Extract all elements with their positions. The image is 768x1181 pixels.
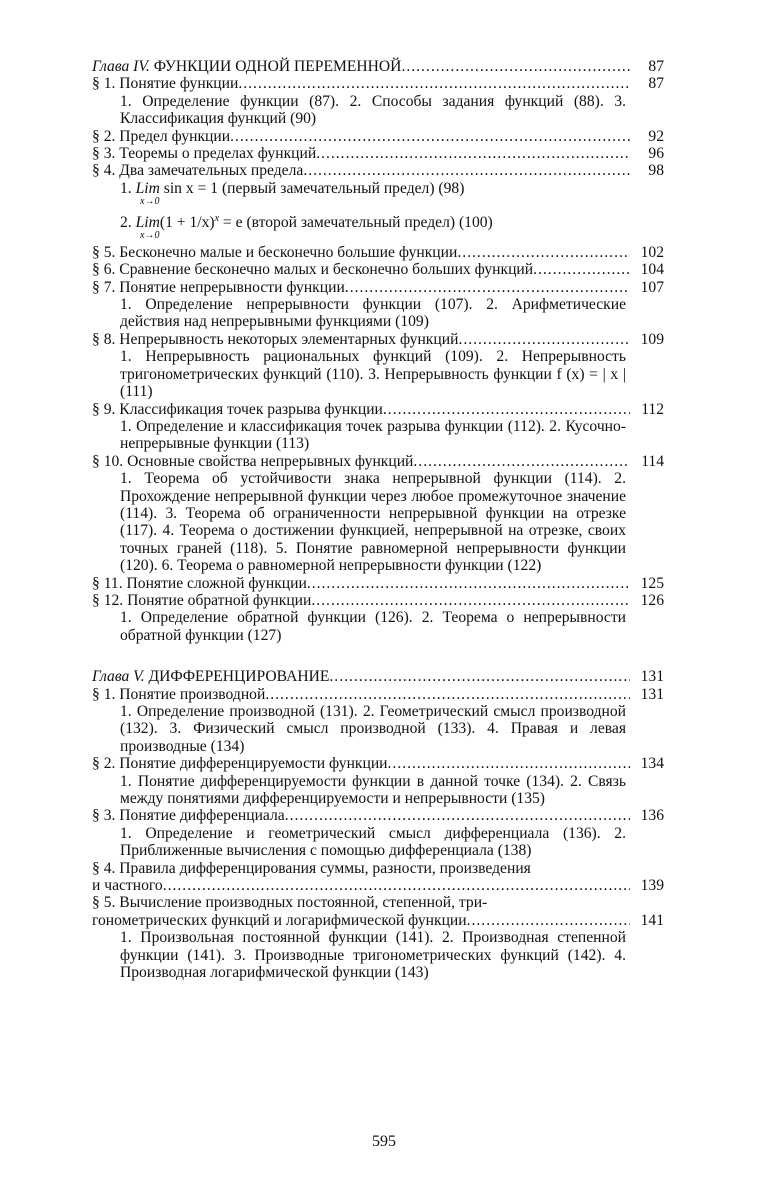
chapter-4-title: ФУНКЦИИ ОДНОЙ ПЕРЕМЕННОЙ: [149, 58, 402, 75]
toc-entry: § 10. Основные свойства непрерывных функций ..... 114: [92, 453, 664, 470]
toc-entry: § 4. Два замечательных предела ..... 98: [92, 162, 664, 179]
toc-entry: § 11. Понятие сложной функции ..... 125: [92, 575, 664, 592]
toc-entry: гонометрических функций и логарифмической функции ..... 141: [92, 912, 664, 929]
formula-second-limit: 2. $Lim(1 + 1/x)^x = e$ (второй замечательный предел) (100) x→0: [120, 212, 493, 241]
toc-entry: § 2. Предел функции ..... 92: [92, 128, 664, 145]
toc-subentries: 1. Определение и геометрический смысл дифференциала (136). 2. Приближенные вычисления с помощью дифференциала (138): [120, 824, 626, 860]
chapter-5-title: ДИФФЕРЕНЦИРОВАНИЕ: [144, 668, 330, 686]
toc-entry: § 1. Понятие функции ..... 87: [92, 75, 664, 92]
page-number: 595: [372, 1133, 396, 1150]
toc-entry: § 8. Непрерывность некоторых элементарных функций ..... 109: [92, 331, 664, 348]
toc-entry: § 3. Понятие дифференциала ..... 136: [92, 807, 664, 824]
chapter-5-page: 131: [640, 668, 664, 686]
chapter-4-heading: [92, 58, 664, 75]
leader-dots: [401, 58, 630, 75]
toc-entry: § 5. Бесконечно малые и бесконечно большие функции ..... 102: [92, 244, 664, 261]
toc-entry: § 3. Теоремы о пределах функций ..... 96: [92, 145, 664, 162]
toc-subentries: 1. Определение функции (87). 2. Способы задания функций (88). 3. Классификация функций (90): [120, 92, 626, 128]
toc-entry: § 6. Сравнение бесконечно малых и бесконечно больших функций ..... 104: [92, 261, 664, 278]
toc-entry: § 12. Понятие обратной функции ..... 126: [92, 592, 664, 609]
table-of-contents: [92, 58, 664, 982]
toc-subentries: 1. Определение обратной функции (126). 2. Теорема о непрерывности обратной функции (127): [120, 609, 626, 644]
toc-entry: и частного ..... 139: [92, 877, 664, 894]
toc-subentries: 1. Непрерывность рациональных функций (109). 2. Непрерывность тригонометрических функций (110). 3. Непрерывность функции f (x) = | x | (111): [120, 348, 626, 401]
toc-entry: § 2. Понятие дифференцируемости функции ..... 134: [92, 755, 664, 772]
chapter-4-prefix: Глава IV.: [92, 58, 150, 75]
toc-subentries: 1. Теорема об устойчивости знака непрерывной функции (114). 2. Прохождение непрерывной функции через любое промежуточное значение (114). 3. Теорема об ограниченности непрерывной функции на отрезке (117). 4. Теорема о достижении функцией, непрерывной на отрезке, своих точных граней (118). 5. Понятие равномерной непрерывности функции (120). 6. Теорема о равномерной непрерывности функции (122): [120, 470, 626, 575]
toc-entry: § 9. Классификация точек разрыва функции ..... 112: [92, 401, 664, 418]
toc-subentries: 1. Определение непрерывности функции (107). 2. Арифметические действия над непрерывными функциями (109): [120, 296, 626, 331]
toc-subentries: 1. Определение производной (131). 2. Геометрический смысл производной (132). 3. Физический смысл производной (133). 4. Правая и левая производные (134): [120, 703, 626, 755]
toc-entry-line1: § 4. Правила дифференцирования суммы, разности, произведения: [92, 859, 531, 877]
chapter-5-heading: [92, 668, 664, 685]
formula-first-limit: 1. Lim sin x = 1 (первый замечательный предел) (98) x→0: [120, 179, 465, 207]
chapter-5-prefix: Глава V.: [92, 668, 145, 686]
toc-subentries: 1. Определение и классификация точек разрыва функции (112). 2. Кусочно-непрерывные функции (113): [120, 417, 626, 453]
toc-subentries: 1. Понятие дифференцируемости функции в данной точке (134). 2. Связь между понятиями дифференцируемости и непрерывности (135): [120, 772, 626, 808]
toc-entry: § 1. Понятие производной ..... 131: [92, 686, 664, 703]
chapter-4-page: 87: [648, 58, 664, 75]
toc-subentries: 1. Произвольная постоянной функции (141). 2. Производная степенной функции (141). 3. Производные тригонометрических функций (142). 4. Производная логарифмической функции (143): [120, 929, 626, 982]
toc-entry-line1: § 5. Вычисление производных постоянной, степенной, три-: [92, 894, 488, 912]
toc-entry: § 7. Понятие непрерывности функции ..... 107: [92, 279, 664, 296]
